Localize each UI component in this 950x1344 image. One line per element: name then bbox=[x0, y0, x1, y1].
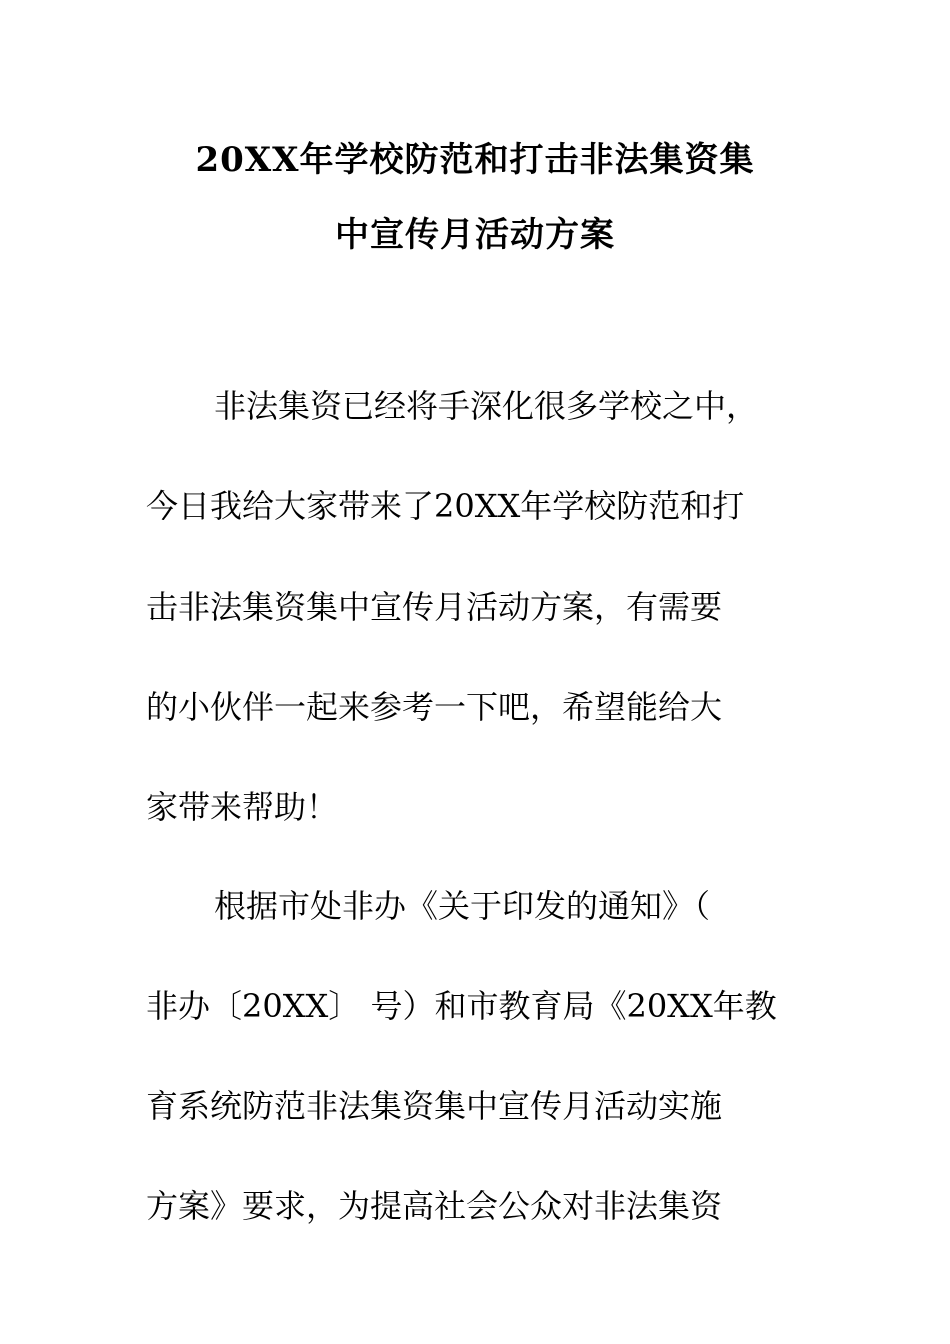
paragraph-2-line-4: 方案》要求，为提高社会公众对非法集资 bbox=[146, 1187, 723, 1225]
paragraph-1-line-3: 击非法集资集中宣传月活动方案，有需要 bbox=[146, 588, 723, 626]
paragraph-1-line-1: 非法集资已经将手深化很多学校之中， bbox=[214, 387, 759, 425]
document-title-line-2: 中宣传月活动方案 bbox=[335, 215, 615, 255]
document-title-line-1: 20XX年学校防范和打击非法集资集 bbox=[195, 140, 755, 180]
paragraph-2-line-2: 非办〔20XX〕 号）和市教育局《20XX年教 bbox=[146, 987, 777, 1025]
paragraph-2-line-1: 根据市处非办《关于印发的通知》（ bbox=[214, 887, 711, 925]
paragraph-1-line-5: 家带来帮助！ bbox=[146, 788, 339, 826]
paragraph-2-line-3: 育系统防范非法集资集中宣传月活动实施 bbox=[146, 1087, 723, 1125]
paragraph-1-line-2: 今日我给大家带来了20XX年学校防范和打 bbox=[146, 487, 745, 525]
paragraph-1-line-4: 的小伙伴一起来参考一下吧，希望能给大 bbox=[146, 688, 723, 726]
